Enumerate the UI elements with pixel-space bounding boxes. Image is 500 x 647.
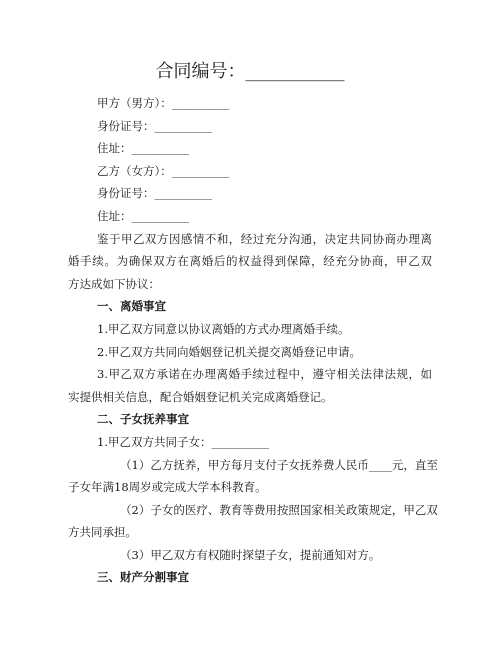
party-a-id-field	[68, 115, 432, 138]
sub-clause-line: （1）乙方抚养，甲方每月支付子女抚养费人民币____元，直至	[120, 457, 438, 472]
section-heading: 一、离婚事宜	[97, 299, 166, 314]
intro-paragraph	[68, 228, 432, 296]
party-a-address-blank: __________	[131, 141, 189, 156]
party-b-blank: __________	[171, 163, 230, 178]
section-heading: 三、财产分割事宜	[97, 570, 189, 585]
party-b-id-label: 身份证号：	[97, 186, 155, 201]
clause-line: 实提供相关信息，配合婚姻登记机关完成离婚登记。	[68, 389, 333, 404]
clause-line: 1.甲乙双方同意以协议离婚的方式办理离婚手续。	[97, 321, 350, 336]
section-divorce	[68, 295, 432, 408]
intro-line: 方达成如下协议：	[68, 276, 160, 291]
children-field	[68, 431, 432, 454]
party-b-address-blank: __________	[131, 208, 189, 223]
section-heading: 二、子女抚养事宜	[97, 412, 189, 427]
intro-line: 鉴于甲乙双方因感情不和，经过充分沟通，决定共同协商办理离	[97, 231, 432, 246]
children-blank: __________	[211, 434, 269, 449]
clause-line: 2.甲乙双方共同向婚姻登记机关提交离婚登记申请。	[97, 344, 361, 359]
sub-clause-line: 子女年满18周岁或完成大学本科教育。	[68, 480, 267, 495]
party-a-field	[68, 92, 432, 115]
party-a-id-blank: __________	[154, 118, 212, 133]
party-b-id-field	[68, 182, 432, 205]
intro-line: 婚手续。为确保双方在离婚后的权益得到保障，经充分协商，甲乙双	[68, 254, 432, 269]
contract-number-title	[0, 59, 500, 85]
sub-clause-line: （2）子女的医疗、教育等费用按照国家相关政策规定，甲乙双	[120, 502, 438, 517]
party-a-id-label: 身份证号：	[97, 118, 155, 133]
section-child-custody	[68, 408, 438, 566]
party-b-id-blank: __________	[154, 186, 212, 201]
clause-line: 3.甲乙双方承诺在办理离婚手续过程中，遵守相关法律法规，如	[97, 367, 432, 382]
section-property	[68, 566, 432, 589]
party-b-field	[68, 160, 432, 183]
party-a-address-label: 住址：	[97, 141, 132, 156]
party-a-label: 甲方（男方）：	[97, 96, 172, 110]
party-a-blank: __________	[171, 96, 230, 110]
party-b-label: 乙方（女方）：	[97, 163, 172, 178]
document-body	[68, 92, 438, 589]
sub-clause-line: 方共同承担。	[68, 525, 137, 540]
party-b-address-field	[68, 205, 432, 228]
party-b-address-label: 住址：	[97, 208, 132, 223]
party-a-address-field	[68, 137, 432, 160]
sub-clause-line: （3）甲乙双方有权随时探望子女，提前通知对方。	[120, 547, 381, 562]
contract-number-blank: ___________	[245, 61, 345, 82]
children-label: 1.甲乙双方共同子女：	[97, 434, 212, 449]
contract-number-label: 合同编号：	[155, 61, 246, 82]
